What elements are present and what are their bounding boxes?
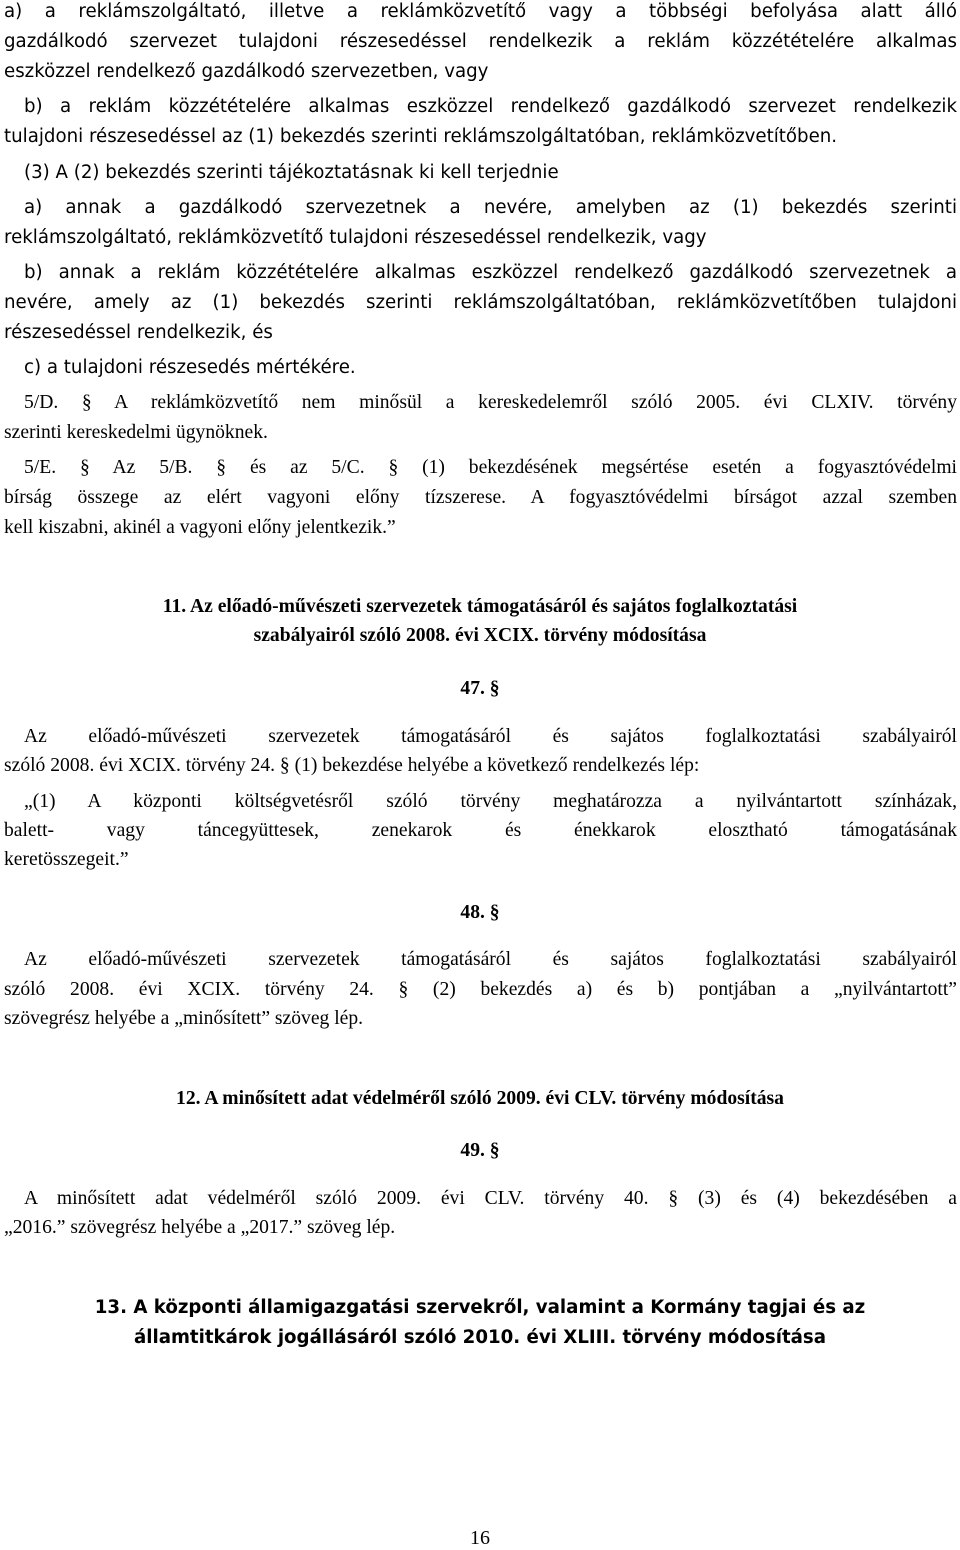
section-48-number: 48. § [460, 902, 500, 923]
section-5e-line: bírság összege az elért vagyoni előny tízszerese. A fogyasztóvédelmi bírságot azzal szemben [4, 487, 957, 508]
paragraph-3b-line: b) annak a reklám közzétételére alkalmas eszközzel rendelkező gazdálkodó szervezetnek a [24, 262, 957, 283]
section-47-number: 47. § [460, 678, 500, 699]
paragraph-3a-line: reklámszolgáltató, reklámközvetítő tulajdoni részesedéssel rendelkezik, vagy [4, 227, 707, 248]
page-number: 16 [470, 1527, 490, 1549]
section-49-number: 49. § [460, 1140, 500, 1161]
chapter-11-heading-line: szabályairól szóló 2008. évi XCIX. törvény módosítása [253, 625, 707, 646]
section-5d-line: szerinti kereskedelmi ügynöknek. [4, 422, 268, 443]
paragraph-3b-line: nevére, amely az (1) bekezdés szerinti reklámszolgáltatóban, reklámközvetítőben tulajdoni [4, 292, 957, 313]
paragraph-a-line: a) a reklámszolgáltató, illetve a reklámközvetítő vagy a többségi befolyása alatt álló [4, 1, 957, 22]
section-5d-line: 5/D. § A reklámközvetítő nem minősül a kereskedelemről szóló 2005. évi CLXIV. törvény [24, 392, 957, 413]
chapter-11-heading-line: 11. Az előadó-művészeti szervezetek támogatásáról és sajátos foglalkoztatási [162, 596, 798, 617]
paragraph-b-line: tulajdoni részesedéssel az (1) bekezdés szerinti reklámszolgáltatóban, reklámközvetítőben. [4, 126, 838, 147]
section-49-line: „2016.” szövegrész helyébe a „2017.” szöveg lép. [4, 1217, 396, 1238]
section-48-line: Az előadó-művészeti szervezetek támogatásáról és sajátos foglalkoztatási szabályairól [24, 949, 957, 970]
section-5e-line: 5/E. § Az 5/B. § és az 5/C. § (1) bekezdésének megsértése esetén a fogyasztóvédelmi [24, 457, 957, 478]
paragraph-b-line: b) a reklám közzétételére alkalmas eszközzel rendelkező gazdálkodó szervezet rendelkezik [24, 96, 957, 117]
chapter-12-heading: 12. A minősített adat védelméről szóló 2009. évi CLV. törvény módosítása [176, 1088, 784, 1109]
section-5e-line: kell kiszabni, akinél a vagyoni előny jelentkezik.” [4, 517, 396, 538]
section-48-line: szövegrész helyébe a „minősített” szöveg lép. [4, 1008, 364, 1029]
section-47-quote-line: „(1) A központi költségvetésről szóló törvény meghatározza a nyilvántartott színházak, [24, 791, 957, 812]
paragraph-3-intro: (3) A (2) bekezdés szerinti tájékoztatásnak ki kell terjednie [24, 162, 559, 183]
section-47-line: szóló 2008. évi XCIX. törvény 24. § (1) bekezdése helyébe a következő rendelkezés lép: [4, 755, 700, 776]
chapter-13-heading-line: államtitkárok jogállásáról szóló 2010. évi XLIII. törvény módosítása [133, 1327, 827, 1348]
paragraph-a-line: eszközzel rendelkező gazdálkodó szervezetben, vagy [4, 61, 489, 82]
section-49-line: A minősített adat védelméről szóló 2009. évi CLV. törvény 40. § (3) és (4) bekezdésében a [24, 1188, 957, 1209]
section-47-quote-line: balett- vagy táncegyüttesek, zenekarok és énekkarok elosztható támogatásának [4, 820, 957, 841]
paragraph-3b-line: részesedéssel rendelkezik, és [4, 322, 273, 343]
paragraph-3a-line: a) annak a gazdálkodó szervezetnek a nevére, amelyben az (1) bekezdés szerinti [24, 197, 957, 218]
section-47-quote-line: keretösszegeit.” [4, 849, 129, 870]
paragraph-3c-line: c) a tulajdoni részesedés mértékére. [24, 357, 356, 378]
section-48-line: szóló 2008. évi XCIX. törvény 24. § (2) bekezdés a) és b) pontjában a „nyilvántartott” [4, 979, 957, 1000]
section-47-line: Az előadó-művészeti szervezetek támogatásáról és sajátos foglalkoztatási szabályairól [24, 726, 957, 747]
chapter-13-heading-line: 13. A központi államigazgatási szervekről, valamint a Kormány tagjai és az [94, 1297, 866, 1318]
paragraph-a-line: gazdálkodó szervezet tulajdoni részesedéssel rendelkezik a reklám közzétételére alkalmas [4, 31, 957, 52]
